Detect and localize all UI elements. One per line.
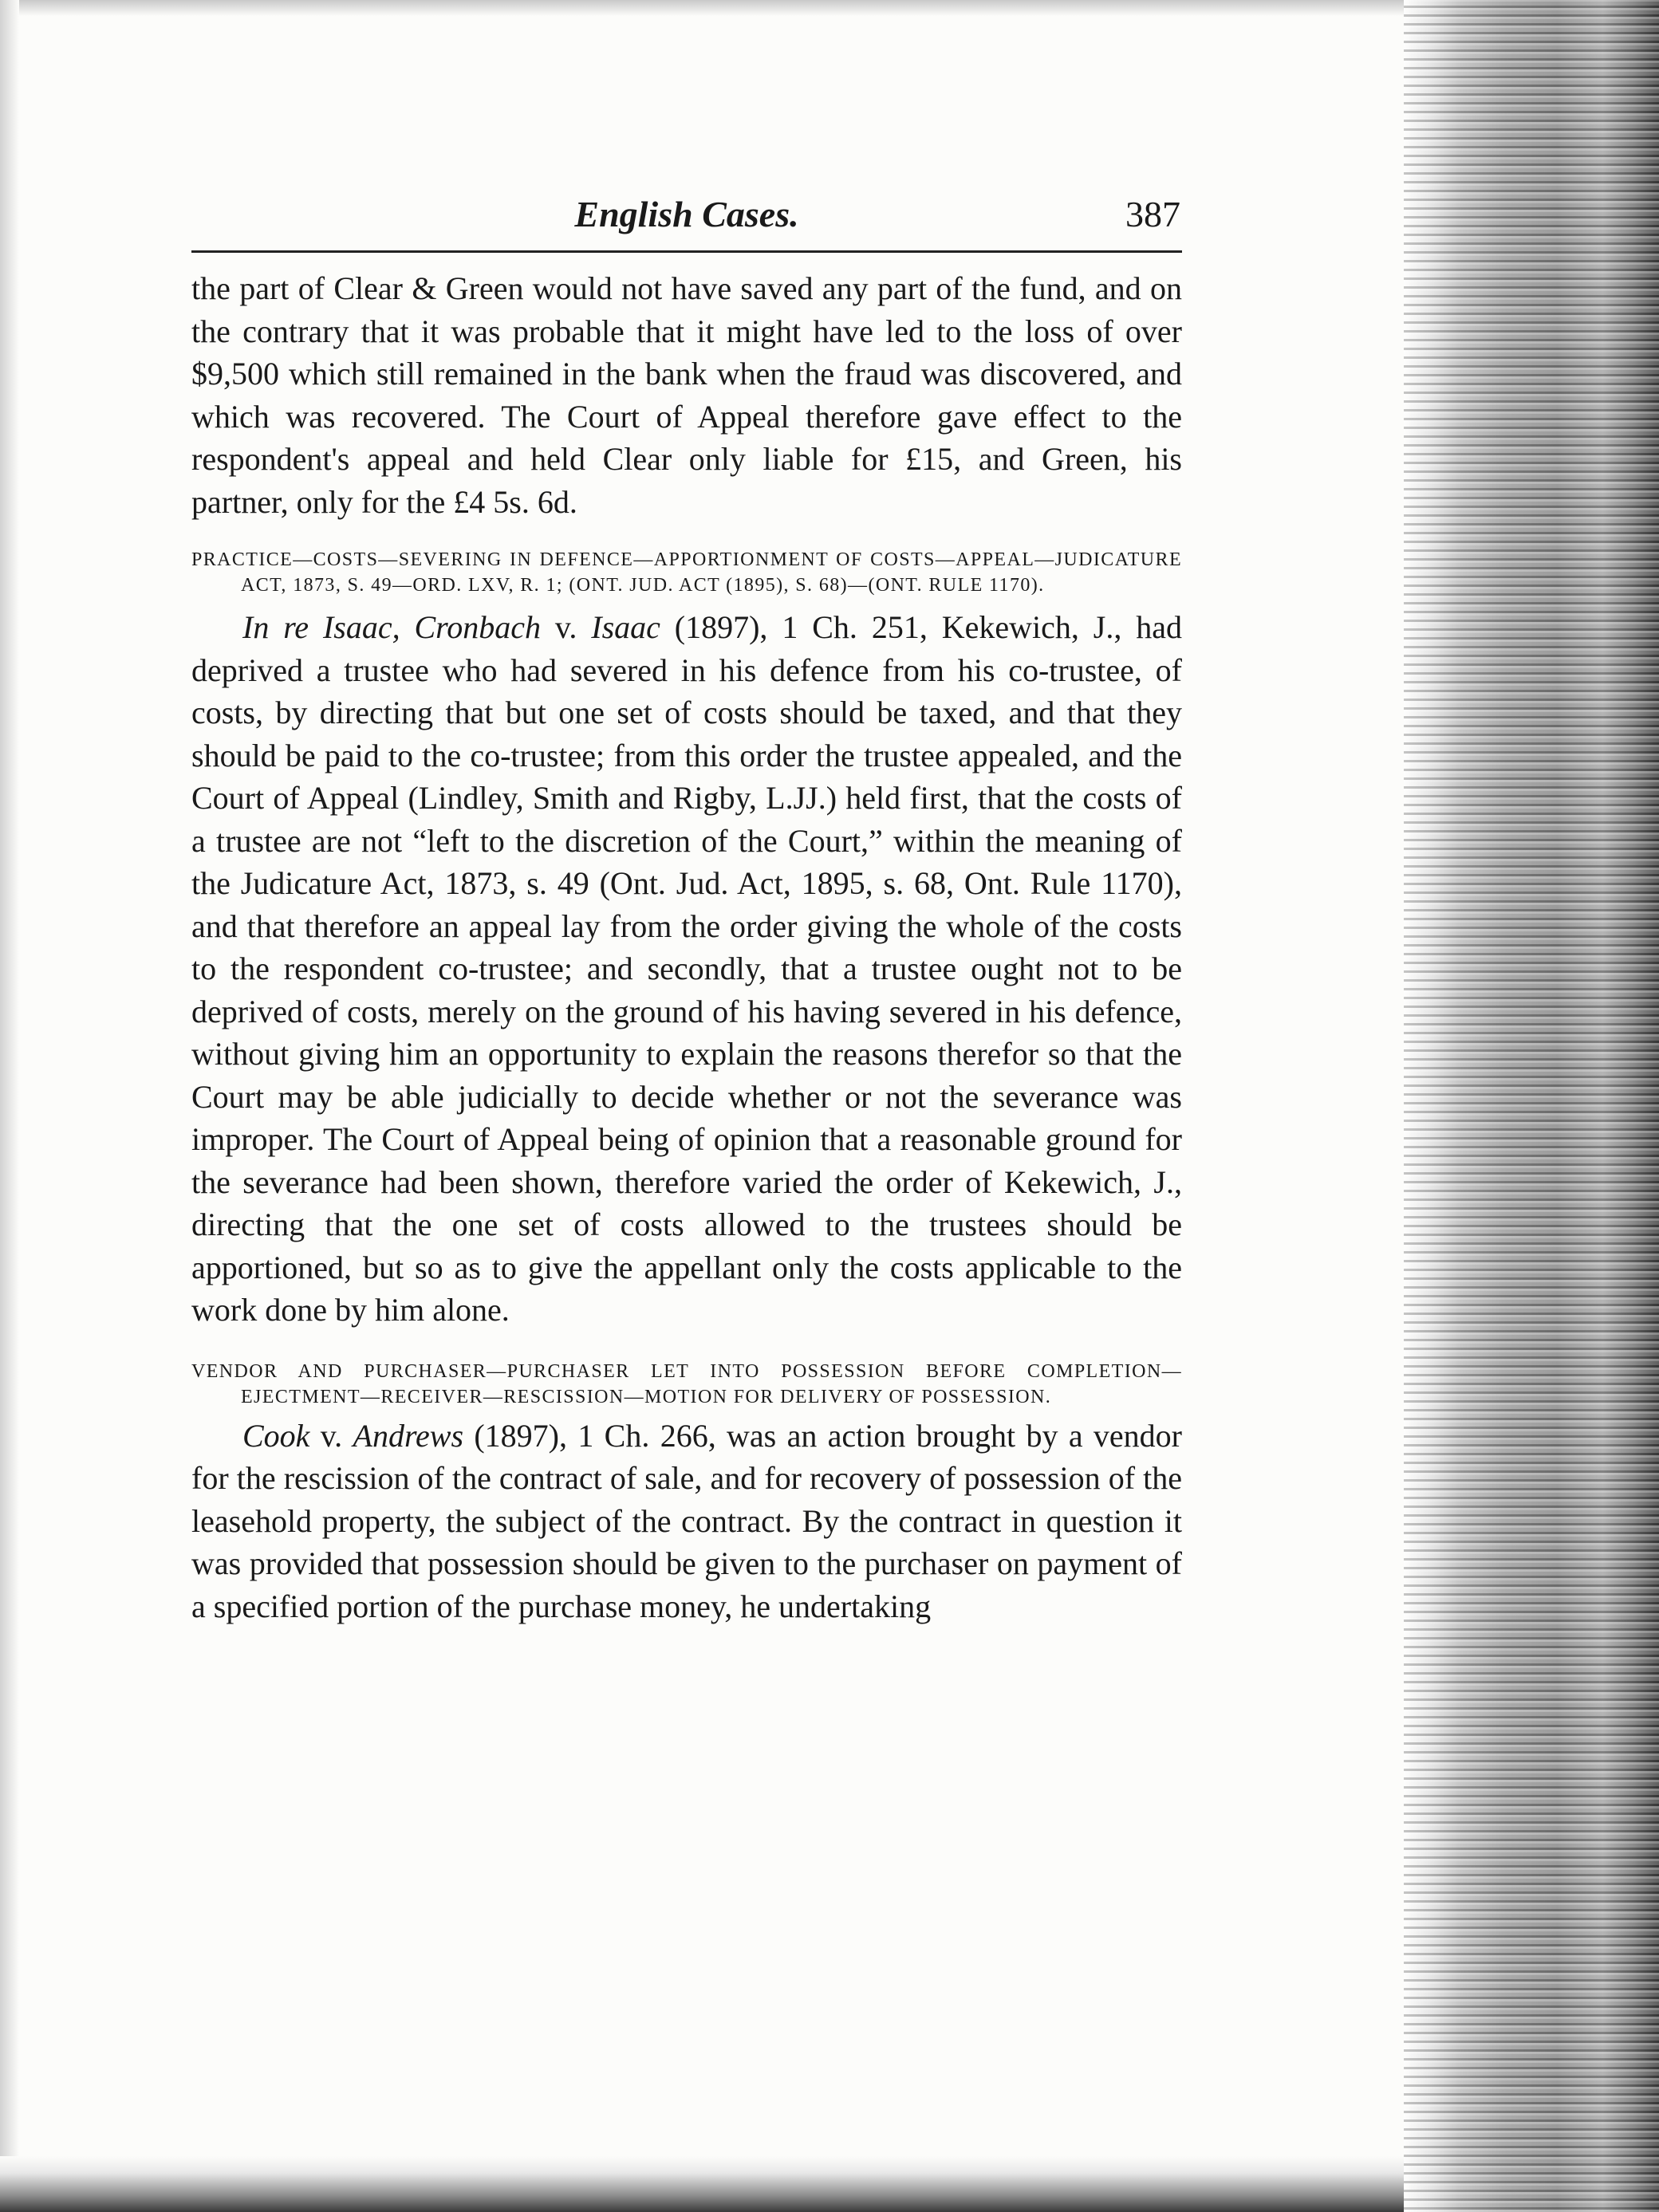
- headnote-vendor-purchaser: VENDOR AND PURCHASER—PURCHASER LET INTO POSSESSION BEFORE COMPLETION—EJECTMENT—RECEIVER—RESCISSION—MOTION FOR DELIVERY OF POSSESSION.: [191, 1360, 1182, 1407]
- case-name: In re Isaac, Cronbach: [242, 609, 542, 645]
- book-binding-edge: [1404, 0, 1659, 2212]
- case-party: Andrews: [353, 1417, 464, 1454]
- page-number: 387: [1125, 194, 1180, 234]
- running-head: English Cases.: [574, 194, 799, 234]
- case-name: Cook: [242, 1417, 310, 1454]
- text-column: [191, 183, 1182, 1628]
- page-header: [191, 183, 1182, 253]
- versus: v.: [309, 1417, 353, 1454]
- paragraph-isaac-case: [191, 606, 1182, 1332]
- page-top-edge: [0, 0, 1420, 16]
- case-party: Isaac: [591, 609, 660, 645]
- page-left-edge: [0, 0, 19, 2212]
- paragraph-body: (1897), 1 Ch. 251, Kekewich, J., had deprived a trustee who had severed in his defence from his co-trustee, of costs, by directing that but one set of costs should be taxed, and that they should be paid to the co-trustee; from this order the trustee appealed, and the Court of Appeal (Lindley, Smith and Rigby, L.JJ.) held first, that the costs of a trustee are not “left to the discretion of the Court,” within the meaning of the Judicature Act, 1873, s. 49 (Ont. Jud. Act, 1895, s. 68, Ont. Rule 1170), and that therefore an appeal lay from the order giving the whole of the costs to the respondent co-trustee; and secondly, that a trustee ought not to be deprived of costs, merely on the ground of his having severed in his defence, without giving him an opportunity to explain the reasons therefor so that the Court may be able judicially to decide whether or not the severance was improper. The Court of Appeal being of opinion that a reasonable ground for the severance had been shown, therefore varied the order of Kekewich, J., directing that the one set of costs allowed to the trustees should be apportioned, but so as to give the appellant only the costs applicable to the work done by him alone.: [191, 609, 1183, 1328]
- paragraph-cook-case: [191, 1415, 1182, 1628]
- paragraph-body: (1897), 1 Ch. 266, was an action brought by a vendor for the rescission of the contract of sale, and for recovery of possession of the leasehold property, the subject of the contract. By the contract in question it was provided that possession should be given to the purchaser on payment of a specified portion of the purchase money, he undertaking: [191, 1417, 1182, 1624]
- page-bottom-edge: [0, 2156, 1404, 2212]
- headnote-practice-costs: PRACTICE—COSTS—SEVERING IN DEFENCE—APPORTIONMENT OF COSTS—APPEAL—JUDICATURE ACT, 1873, S. 49—ORD. LXV, R. 1; (ONT. JUD. ACT (1895), S. 68)—(ONT. RULE 1170).: [191, 549, 1182, 596]
- paragraph-continuation: the part of Clear & Green would not have saved any part of the fund, and on the contrary that it was probable that it might have led to the loss of over $9,500 which still remained in the bank when the fraud was discovered, and which was recovered. The Court of Appeal therefore gave effect to the respondent's appeal and held Clear only liable for £15, and Green, his partner, only for the £4 5s. 6d.: [191, 270, 1182, 520]
- versus: v.: [541, 609, 592, 645]
